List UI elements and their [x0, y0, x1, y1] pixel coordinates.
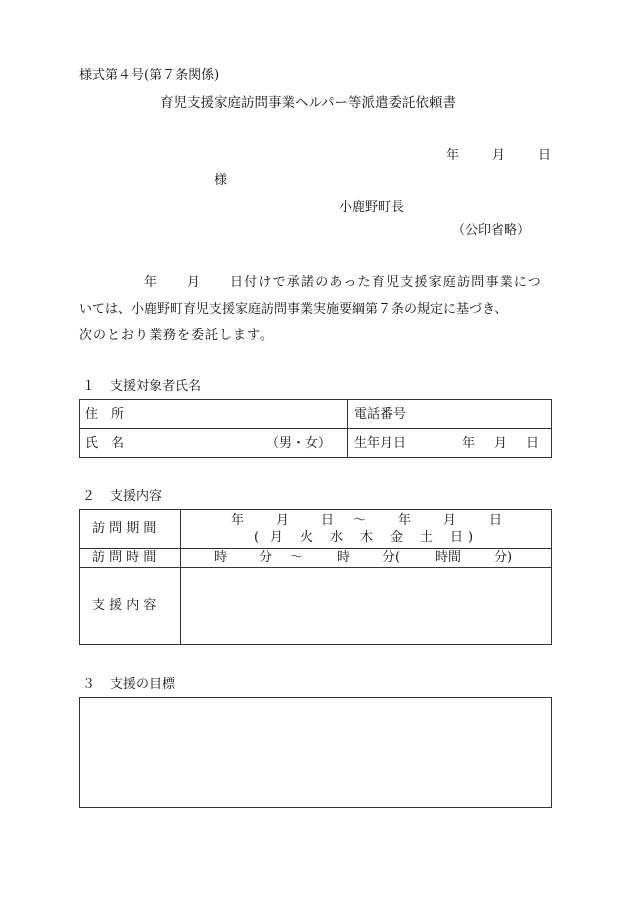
date-month-label: 月 [492, 148, 506, 163]
period-start-day: 日 [321, 513, 335, 528]
time-start-hour: 時 [214, 550, 228, 565]
section3-number: ３ [82, 677, 96, 692]
weekday-wed: 水 [330, 530, 344, 545]
gender-options: （男・女） [266, 436, 332, 451]
addressee-suffix: 様 [214, 173, 228, 188]
weekday-sun: 日 [450, 530, 464, 545]
period-end-month: 月 [443, 513, 457, 528]
time-end-hour: 時 [337, 550, 351, 565]
support-goal-box [79, 697, 552, 808]
body-month-label: 月 [187, 275, 201, 290]
time-end-minute: 分( [382, 550, 401, 565]
name-label: 氏 名 [85, 436, 125, 451]
table1-col-divider [347, 399, 348, 458]
weekday-close-paren: ) [468, 530, 474, 545]
period-tilde: ～ [353, 513, 367, 528]
weekday-thu: 木 [360, 530, 374, 545]
seal-omitted-note: （公印省略） [452, 223, 531, 238]
birth-month-label: 月 [494, 436, 508, 451]
phone-label: 電話番号 [354, 407, 407, 422]
body-line-3: 次のとおり業務を委託します。 [79, 328, 274, 343]
body-line-2: いては、小鹿野町育児支援家庭訪問事業実施要綱第７条の規定に基づき、 [79, 302, 508, 317]
time-duration-minutes: 分) [494, 550, 513, 565]
document-title: 育児支援家庭訪問事業ヘルパー等派遣委託依頼書 [160, 95, 457, 111]
weekday-open-paren: ( [254, 530, 260, 545]
time-start-minute: 分 [259, 550, 273, 565]
sender-name: 小鹿野町長 [339, 200, 405, 215]
visit-period-label: 訪 問 期 間 [92, 521, 157, 536]
date-year-label: 年 [446, 148, 460, 163]
birth-year-label: 年 [462, 436, 476, 451]
table2-row-divider-2 [79, 567, 552, 568]
weekday-tue: 火 [300, 530, 314, 545]
time-duration-hours: 時間 [435, 550, 462, 565]
table2-row-divider-1 [79, 548, 552, 549]
section1-number: １ [82, 379, 96, 394]
table1-row-divider [79, 428, 552, 429]
weekday-sat: 土 [420, 530, 434, 545]
body-line-1: 日付けで承諾のあった育児支援家庭訪問事業につ [230, 275, 543, 290]
weekday-fri: 金 [390, 530, 404, 545]
table2-col-divider [180, 509, 181, 645]
birth-date-label: 生年月日 [354, 436, 407, 451]
body-year-label: 年 [144, 275, 158, 290]
period-start-month: 月 [276, 513, 290, 528]
visit-time-label: 訪 問 時 間 [92, 550, 157, 565]
form-number: 様式第４号(第７条関係) [79, 68, 220, 83]
time-tilde: ～ [290, 550, 304, 565]
period-end-day: 日 [489, 513, 503, 528]
address-label: 住 所 [85, 407, 125, 422]
date-day-label: 日 [538, 148, 552, 163]
section2-number: ２ [82, 489, 96, 504]
birth-day-label: 日 [526, 436, 540, 451]
section1-heading: 支援対象者氏名 [110, 379, 202, 394]
period-start-year: 年 [231, 513, 245, 528]
section2-heading: 支援内容 [110, 489, 163, 504]
period-end-year: 年 [398, 513, 412, 528]
section3-heading: 支援の目標 [110, 677, 176, 692]
support-content-label: 支 援 内 容 [92, 598, 157, 613]
weekday-mon: 月 [270, 530, 284, 545]
